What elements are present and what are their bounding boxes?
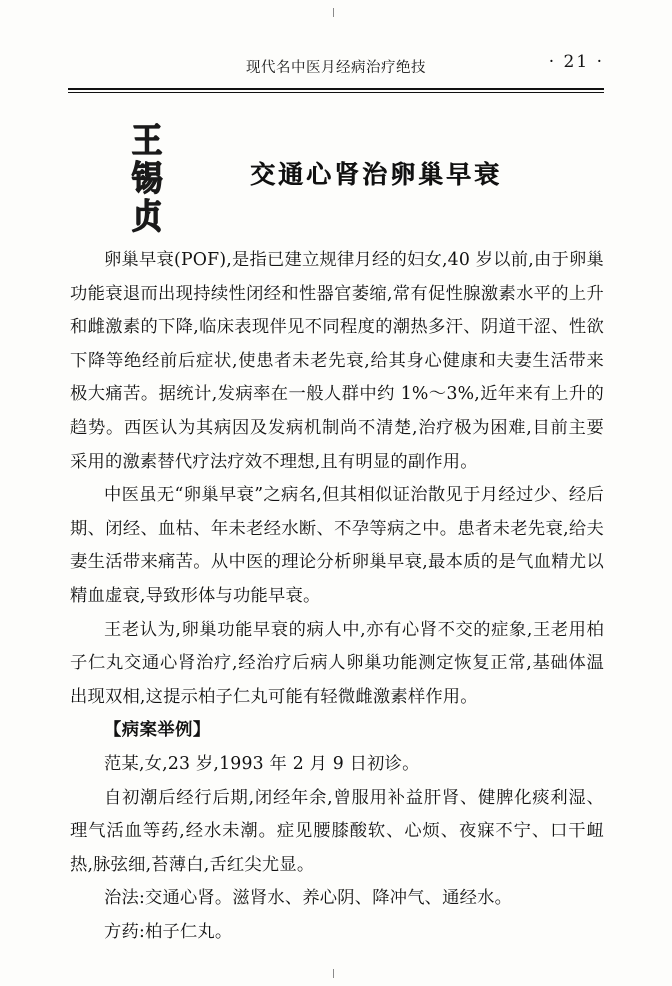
paragraph: 王老认为,卵巢功能早衰的病人中,亦有心肾不交的症象,王老用柏子仁丸交通心肾治疗,经治疗后病人卵巢功能测定恢复正常,基础体温出现双相,这提示柏子仁丸可能有轻微雌激素样作用。 bbox=[70, 619, 604, 707]
paragraph: 中医虽无“卵巢早衰”之病名,但其相似证治散见于月经过少、经后期、闭经、血枯、年未老经水断、不孕等病之中。患者未老先衰,给夫妻生活带来痛苦。从中医的理论分析卵巢早衰,最本质的是气血精尤以精血虚衰,导致形体与功能早衰。 bbox=[70, 485, 604, 606]
page-number: · 21 · bbox=[548, 52, 604, 72]
case-paragraph: 范某,女,23 岁,1993 年 2 月 9 日初诊。 bbox=[104, 753, 420, 774]
case-paragraph: 方药:柏子仁丸。 bbox=[104, 921, 233, 942]
header-rule bbox=[68, 88, 604, 93]
page-header bbox=[68, 56, 604, 77]
running-title: 现代名中医月经病治疗绝技 bbox=[246, 60, 426, 76]
seal-char-3: 贞 bbox=[131, 196, 163, 238]
paragraph: 卵巢早衰(POF),是指已建立规律月经的妇女,40 岁以前,由于卵巢功能衰退而出现持续性闭经和性器官萎缩,常有促性腺激素水平的上升和雌激素的下降,临床表现伴见不同程度的潮热多汗、阴道干涩、性欲下降等绝经前后症状,使患者未老先衰,给其身心健康和夫妻生活带来极大痛苦。据统计,发病率在一般人群中约 1%～3%,近年来有上升的趋势。西医认为其病因及发病机制尚不清楚,治疗极为困难,目前主要采用的激素替代疗法疗效不理想,且有明显的副作用。 bbox=[70, 250, 604, 472]
seal-char-2: 锡 bbox=[131, 158, 163, 200]
case-paragraph: 自初潮后经行后期,闭经年余,曾服用补益肝肾、健脾化痰利湿、理气活血等药,经水未潮。症见腰膝酸软、心烦、夜寐不宁、口干衄热,脉弦细,苔薄白,舌红尖尤显。 bbox=[70, 787, 604, 875]
author-seal bbox=[110, 120, 184, 238]
case-heading: 【病案举例】 bbox=[104, 720, 211, 741]
case-paragraph: 治法:交通心肾。滋肾水、养心阴、降冲气、通经水。 bbox=[104, 888, 513, 909]
top-registration-mark bbox=[333, 8, 334, 17]
article-title: 交通心肾治卵巢早衰 bbox=[250, 160, 503, 189]
bottom-registration-mark bbox=[333, 969, 334, 978]
article-body bbox=[70, 244, 604, 949]
seal-char-1: 王 bbox=[131, 120, 163, 162]
